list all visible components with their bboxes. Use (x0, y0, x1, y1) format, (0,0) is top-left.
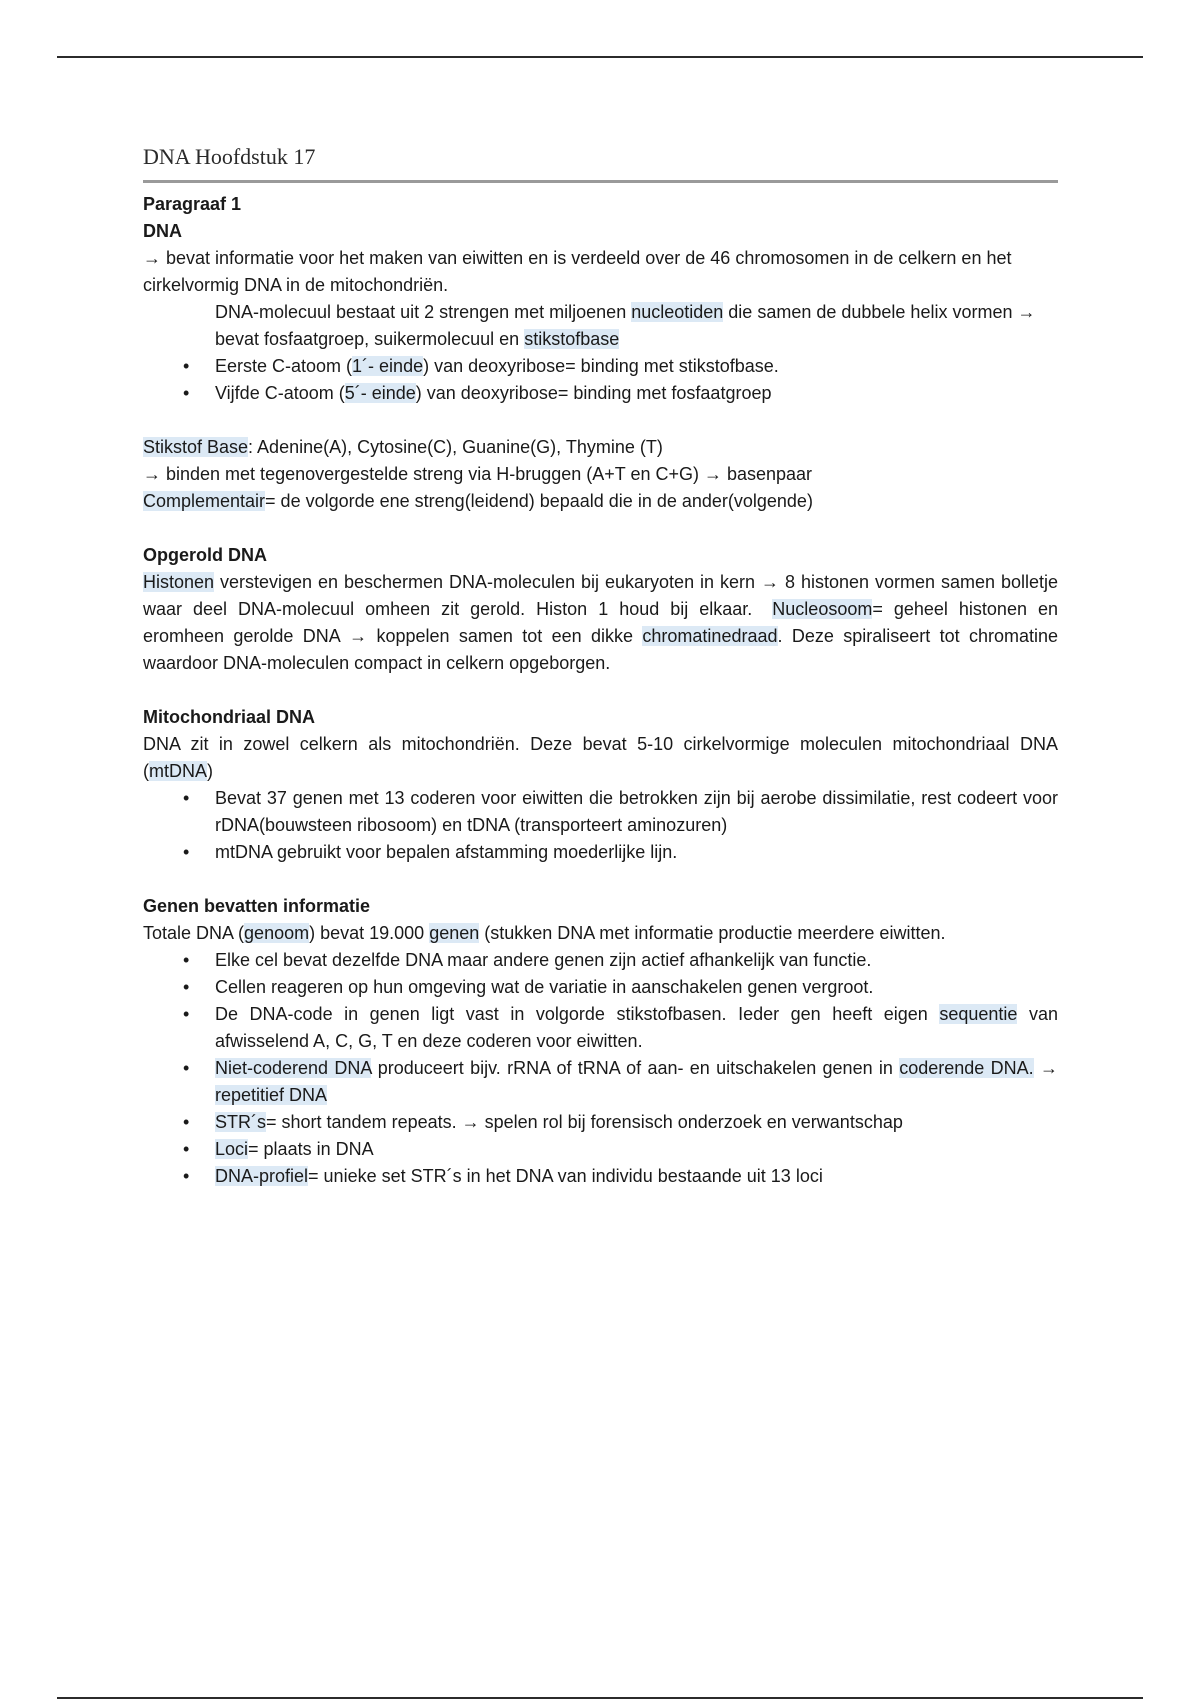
document-title: DNA Hoofdstuk 17 (143, 144, 316, 169)
list-item: • DNA-profiel= unieke set STR´s in het DNA van individu bestaande uit 13 loci (143, 1163, 1058, 1190)
page-top-rule (57, 56, 1143, 58)
paragraph-label: Paragraaf 1 (143, 194, 242, 214)
dna-intro: → bevat informatie voor het maken van eiwitten en is verdeeld over de 46 chromosomen in de celkern en het cirkelvormig DNA in de mitochondriën. (143, 248, 1012, 295)
list-item: • mtDNA gebruikt voor bepalen afstamming moederlijke lijn. (143, 839, 1058, 866)
genen-intro: Totale DNA (genoom) bevat 19.000 genen (stukken DNA met informatie productie meerdere eiwitten. (143, 923, 946, 943)
list-item: • STR´s= short tandem repeats. → spelen rol bij forensisch onderzoek en verwantschap (143, 1109, 1058, 1136)
page-bottom-rule (57, 1697, 1143, 1699)
opgerold-text: Histonen verstevigen en beschermen DNA-moleculen bij eukaryoten in kern → 8 histonen vormen samen bolletje waar deel DNA-molecuul omheen zit gerold. Histon 1 houd bij elkaar. Nucleosoom= geheel histonen en eromheen gerolde DNA → koppelen samen tot een dikke chromatinedraad. Deze spiraliseert tot chromatine waardoor DNA-moleculen compact in celkern opgeborgen. (143, 572, 1058, 673)
binding-line: → binden met tegenovergestelde streng via H-bruggen (A+T en C+G) → basenpaar (143, 464, 813, 484)
carbon-atom-list (143, 353, 1058, 407)
list-item: • Loci= plaats in DNA (143, 1136, 1058, 1163)
list-item: • Elke cel bevat dezelfde DNA maar andere genen zijn actief afhankelijk van functie. (143, 947, 1058, 974)
mtdna-list (143, 785, 1058, 866)
title-rule (143, 180, 1058, 183)
section-heading-opgerold: Opgerold DNA (143, 545, 267, 565)
document-page (143, 140, 1058, 1190)
list-item: • Eerste C-atoom (1´- einde) van deoxyribose= binding met stikstofbase. (143, 353, 1058, 380)
complementair-line: Complementair= de volgorde ene streng(leidend) bepaald die in de ander(volgende) (143, 491, 813, 511)
dna-molecule-text: DNA-molecuul bestaat uit 2 strengen met miljoenen nucleotiden die samen de dubbele helix vormen → bevat fosfaatgroep, suikermolecuul en stikstofbase (215, 302, 1036, 349)
stikstof-base-line: Stikstof Base: Adenine(A), Cytosine(C), Guanine(G), Thymine (T) (143, 437, 663, 457)
highlight-nucleotiden: nucleotiden (631, 302, 724, 322)
mitochondriaal-text: DNA zit in zowel celkern als mitochondriën. Deze bevat 5-10 cirkelvormige moleculen mitochondriaal DNA (mtDNA) (143, 734, 1058, 781)
highlight-stikstofbase: stikstofbase (524, 329, 620, 349)
genen-list (143, 947, 1058, 1190)
list-item: • Niet-coderend DNA produceert bijv. rRNA of tRNA of aan- en uitschakelen genen in coderende DNA. → repetitief DNA (143, 1055, 1058, 1109)
section-heading-dna: DNA (143, 221, 182, 241)
section-heading-mitochondriaal: Mitochondriaal DNA (143, 707, 316, 727)
list-item: • Cellen reageren op hun omgeving wat de variatie in aanschakelen genen vergroot. (143, 974, 1058, 1001)
list-item: • Vijfde C-atoom (5´- einde) van deoxyribose= binding met fosfaatgroep (143, 380, 1058, 407)
section-heading-genen: Genen bevatten informatie (143, 896, 371, 916)
list-item: • De DNA-code in genen ligt vast in volgorde stikstofbasen. Ieder gen heeft eigen sequentie van afwisselend A, C, G, T en deze coderen voor eiwitten. (143, 1001, 1058, 1055)
list-item: • Bevat 37 genen met 13 coderen voor eiwitten die betrokken zijn bij aerobe dissimilatie, rest codeert voor rDNA(bouwsteen ribosoom) en tDNA (transporteert aminozuren) (143, 785, 1058, 839)
